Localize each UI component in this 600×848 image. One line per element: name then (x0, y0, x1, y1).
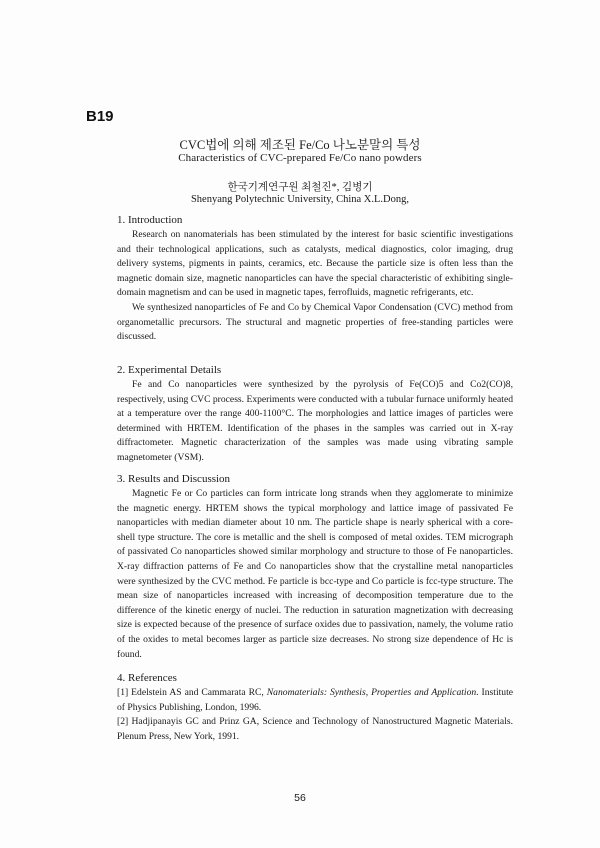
affiliation-english: Shenyang Polytechnic University, China X.L.Dong, (190, 194, 410, 205)
reference-authors: [1] Edelstein AS and Cammarata RC, (117, 687, 267, 698)
paragraph: We synthesized nanoparticles of Fe and Co by Chemical Vapor Condensation (CVC) method from organometallic precursors. The structural and magnetic properties of free-standing particles were discussed. (117, 301, 513, 343)
title-english: Characteristics of CVC-prepared Fe/Co nano powders (178, 152, 422, 164)
reference-title: Nanomaterials: Synthesis, Properties and Application (266, 687, 477, 698)
abstract-code: B19 (86, 108, 114, 125)
section-experimental (117, 364, 513, 466)
paragraph: Research on nanomaterials has been stimulated by the interest for basic scientific investigations and their technological applications, such as catalysts, medical diagnostics, color imaging, drug delivery systems, pigments in paints, ceramics, etc. Because the particle size is often less than the magnetic domain size, magnetic nanoparticles can have the special characteristic of exhibiting single-domain magnetism and can be used in magnetic tapes, ferrofluids, magnetic refrigerants, etc. (117, 229, 513, 299)
reference-publisher: . Institute of Physics Publishing, London, 1996. (117, 687, 513, 713)
section-introduction (117, 214, 513, 345)
section-references (117, 672, 513, 744)
paragraph: Fe and Co nanoparticles were synthesized by the pyrolysis of Fe(CO)5 and Co2(CO)8, respectively, using CVC process. Experiments were conducted with a tubular furnace uniformly heated at a temperature over the range 400-1100°C. The morphologies and lattice images of particles were determined with HRTEM. Identification of the phases in the samples was carried out in X-ray diffractometer. Magnetic characterization of the samples was made using vibrating sample magnetometer (VSM). (117, 379, 513, 463)
section-heading: 1. Introduction (117, 214, 183, 226)
page-number: 56 (294, 792, 306, 804)
affiliation-korean: 한국기계연구원 최철진*, 김병기 (227, 182, 373, 193)
section-heading: 2. Experimental Details (117, 364, 222, 376)
reference-item: [2] Hadjipanayis GC and Prinz GA, Science and Technology of Nanostructured Magnetic Materials. Plenum Press, New York, 1991. (117, 716, 513, 742)
reference-item (117, 686, 513, 715)
section-heading: 3. Results and Discussion (117, 473, 231, 485)
paragraph: Magnetic Fe or Co particles can form intricate long strands when they agglomerate to minimize the magnetic energy. HRTEM shows the typical morphology and lattice image of passivated Fe nanoparticles with median diameter about 10 nm. The particle shape is nearly spherical with a core-shell type structure. The core is metallic and the shell is composed of metal oxides. TEM micrograph of passivated Co nanoparticles showed similar morphology and structure to those of Fe nanoparticles. X-ray diffraction patterns of Fe and Co nanoparticles show that the crystalline metal nanoparticles were synthesized by the CVC method. Fe particle is bcc-type and Co particle is fcc-type structure. The mean size of nanoparticles increased with increasing of decomposition temperature due to the difference of the kinetic energy of nuclei. The reduction in saturation magnetization with decreasing size is expected because of the presence of surface oxides due to passivation, namely, the volume ratio of the oxides to metal becomes larger as particle size decreases. No strong size dependence of Hc is found. (117, 488, 513, 660)
section-heading: 4. References (117, 672, 177, 684)
section-results (117, 473, 513, 662)
title-korean: CVC법에 의해 제조된 Fe/Co 나노분말의 특성 (179, 138, 421, 152)
